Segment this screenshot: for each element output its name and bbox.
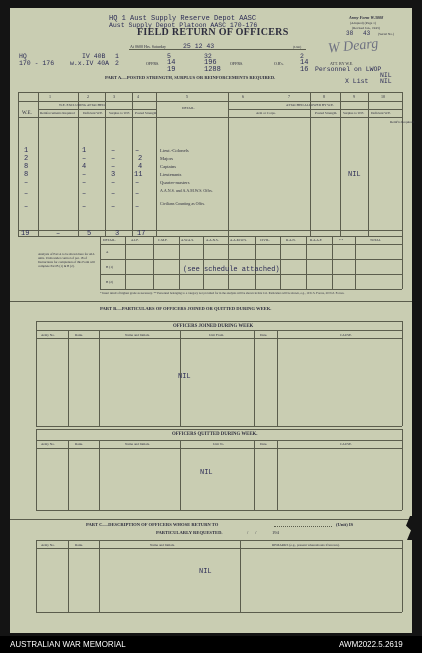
personnel-count: 16 bbox=[300, 66, 309, 74]
part-c-col-name: Name and Initials. bbox=[150, 543, 175, 547]
personnel-text: Personnel on LWOP bbox=[315, 66, 382, 73]
col-number-9: 9 bbox=[353, 94, 355, 99]
part-c-nil: NIL bbox=[199, 568, 212, 576]
posted-captains: 4 bbox=[138, 163, 143, 171]
l-list-1: 196 bbox=[204, 59, 217, 67]
deficient-civilians: – bbox=[82, 203, 87, 211]
offrs-2: 19 bbox=[167, 66, 176, 74]
deficient-lieutenants: – bbox=[82, 171, 87, 179]
part-a-title: PART A.—POSTED STRENGTH, SURPLUS OR REINFORCEMENTS REQUIRED. bbox=[105, 75, 276, 80]
quitted-col-unit-to: Unit To. bbox=[213, 442, 225, 446]
we-aans: – bbox=[24, 190, 29, 198]
detail-label: DETAIL. bbox=[182, 106, 195, 110]
posted-quartermasters: – bbox=[135, 179, 140, 187]
we-lieutenants: 8 bbox=[24, 171, 29, 179]
at-hrs-label: At 0600 Hrs. Saturday bbox=[130, 44, 166, 49]
iv-value-2: 5 bbox=[167, 53, 171, 60]
surplus-aans: – bbox=[111, 190, 116, 198]
analysis-note: Analysis of Part A to be shown here for ALL units. Units under control of par. 18 of Instructions for completion of this Form will complete Part B (1) & B (2). bbox=[38, 252, 96, 268]
detail-row-b2: B (2) bbox=[106, 280, 114, 284]
part-c-date-slash: / / bbox=[247, 530, 257, 535]
ors-label: O.R's. bbox=[274, 61, 284, 66]
we-captains: 8 bbox=[24, 163, 29, 171]
quitted-title: OFFICERS QUITTED DURING WEEK. bbox=[172, 432, 258, 437]
quitted-col-date: Date. bbox=[260, 442, 268, 446]
col-number-8: 8 bbox=[323, 94, 325, 99]
posted-lieut-colonels: – bbox=[135, 147, 140, 155]
joined-col-cause: CAUSE. bbox=[340, 333, 352, 337]
col-head-posted-att: Posted Strength. bbox=[315, 111, 338, 115]
footer-institution: AUSTRALIAN WAR MEMORIAL bbox=[10, 640, 126, 649]
part-c-unit-is: (Unit) IS bbox=[336, 522, 354, 527]
part-c-title-1: PART C.—DESCRIPTION OF OFFICERS WHOSE RETURN TO bbox=[86, 522, 219, 527]
x-list: X List bbox=[345, 78, 369, 85]
quitted-col-name: Name and Initials. bbox=[125, 442, 150, 446]
col-number-10: 10 bbox=[381, 94, 385, 99]
deficient-quartermasters: – bbox=[82, 179, 87, 187]
wx-value-1: 2 bbox=[115, 60, 119, 67]
posted-lieutenants: 11 bbox=[134, 171, 143, 179]
joined-col-army-no: Army No. bbox=[41, 333, 55, 337]
rank-quartermasters: Quarter-masters bbox=[160, 180, 190, 185]
col-head-reinforcements: Reinforcements Required bbox=[40, 111, 75, 115]
unit-label: (Unit) bbox=[293, 45, 302, 49]
part-c-col-remarks: REMARKS (e.g., present whereabouts if known). bbox=[272, 543, 340, 547]
form-adapted: (Adapted) (Page 1) bbox=[350, 21, 376, 25]
offrs-label: OFFRS. bbox=[146, 61, 160, 66]
col-number-3: 3 bbox=[113, 94, 115, 99]
joined-col-unit-from: Unit From. bbox=[209, 333, 225, 337]
surplus-lieut-colonels: – bbox=[111, 147, 116, 155]
we-civilians: – bbox=[24, 203, 29, 211]
detail-col-total: TOTAL bbox=[370, 238, 381, 242]
col-number-4: 4 bbox=[137, 94, 139, 99]
rank-captains: Captains bbox=[160, 164, 177, 169]
we-majors: 2 bbox=[24, 155, 29, 163]
form-revised: (Revised Jan., 1943) bbox=[352, 26, 380, 30]
col-number-2: 2 bbox=[87, 94, 89, 99]
quitted-col-army-no: Army No. bbox=[41, 442, 55, 446]
col-head-arm-corps: Arm or Corps. bbox=[256, 111, 276, 115]
we-quartermasters: – bbox=[24, 179, 29, 187]
part-b-title: PART B.—PARTICULARS OF OFFICERS JOINED OR QUITTED DURING WEEK. bbox=[100, 306, 272, 311]
detail-col-aamws: A.A.M.W.S. bbox=[230, 238, 247, 242]
serial-prefix: 38 bbox=[346, 30, 354, 37]
quitted-col-rank: Rank. bbox=[75, 442, 84, 446]
wxiv-label: w.x.IV 40A bbox=[70, 60, 110, 67]
att-label: ATT. BY W.E. bbox=[330, 61, 354, 66]
total-surplus: 3 bbox=[115, 230, 120, 238]
joined-col-rank: Rank. bbox=[75, 333, 84, 337]
handwritten-signature: W Dearg bbox=[327, 36, 380, 57]
we-label: W.E. bbox=[22, 111, 32, 116]
return-date: 25 12 43 bbox=[183, 43, 215, 50]
iv-value-4: 2 bbox=[300, 53, 304, 60]
part-c-col-army-no: Army No. bbox=[41, 543, 55, 547]
detail-col-detail: DETAIL. bbox=[103, 238, 116, 242]
detail-col-civil: CIVIL. bbox=[260, 238, 270, 242]
torn-edge bbox=[404, 516, 414, 540]
posted-aans: – bbox=[135, 190, 140, 198]
part-c-title-2: PARTICULARLY REQUESTED. bbox=[156, 530, 223, 535]
archive-footer bbox=[0, 636, 422, 653]
footer-accession: AWM2022.5.2619 bbox=[339, 640, 403, 649]
we-lieut-colonels: 1 bbox=[24, 147, 29, 155]
col-head-deficient: Deficient W.E. bbox=[83, 111, 104, 115]
form-title: FIELD RETURN OF OFFICERS bbox=[137, 27, 289, 38]
nil-1: NIL bbox=[380, 72, 392, 79]
rank-civilians: Civilians Counting as Offrs. bbox=[160, 201, 206, 206]
part-c-year: 194 bbox=[272, 530, 279, 535]
detail-col-awas: A.W.A.S. bbox=[181, 238, 195, 242]
attached-nil: NIL bbox=[348, 171, 361, 179]
form-number: Army Form W.3008 bbox=[349, 15, 384, 20]
joined-title: OFFICERS JOINED DURING WEEK bbox=[173, 324, 254, 329]
col-number-7: 7 bbox=[288, 94, 290, 99]
detail-row-a: A bbox=[106, 250, 109, 254]
attached-allowed-label: ATTACHED ALLOWED BY W.E. bbox=[286, 103, 334, 107]
col-head-posted: Posted Strength bbox=[135, 111, 157, 115]
surplus-captains: – bbox=[111, 163, 116, 171]
l-list-2: 1288 bbox=[204, 66, 221, 74]
col-head-deficient-att: Deficient W.E. bbox=[371, 111, 392, 115]
col-head-reinf-att: Reinf'ts Required. bbox=[390, 120, 415, 124]
deficient-aans: – bbox=[82, 190, 87, 198]
deficient-majors: – bbox=[82, 155, 87, 163]
iv-label: IV 40B bbox=[82, 53, 106, 60]
detail-col-cmf: C.M.F. bbox=[158, 238, 168, 242]
quitted-nil: NIL bbox=[200, 469, 213, 477]
col-head-surplus-att: Surplus to W.E. bbox=[343, 111, 365, 115]
col-head-surplus: Surplus to W.E. bbox=[109, 111, 131, 115]
rank-lieut-colonels: Lieut.-Colonels bbox=[160, 148, 189, 153]
surplus-quartermasters: – bbox=[111, 179, 116, 187]
total-posted: 17 bbox=[137, 230, 146, 238]
surplus-lieutenants: 3 bbox=[111, 171, 116, 179]
detail-col-ran: R.A.N. bbox=[286, 238, 296, 242]
col-number-5: 5 bbox=[186, 94, 188, 99]
part-c-col-rank: Rank. bbox=[75, 543, 84, 547]
hq-codes: 170 - 176 bbox=[19, 60, 55, 67]
detail-col-other: * * bbox=[339, 238, 344, 242]
total-we: 19 bbox=[21, 230, 30, 238]
iv-value-1: 1 bbox=[115, 53, 119, 60]
col-number-6: 6 bbox=[242, 94, 244, 99]
unit-line-2: Aust Supply Depot Platoon AASC 170-176 bbox=[109, 22, 258, 29]
rank-lieutenants: Lieutenants bbox=[160, 172, 182, 177]
deficient-captains: 4 bbox=[82, 163, 87, 171]
unit-line-1: HQ 1 Aust Supply Reserve Depot AASC bbox=[109, 15, 257, 23]
col-number-1: 1 bbox=[49, 94, 51, 99]
surplus-civilians: – bbox=[111, 203, 116, 211]
detail-col-aans: A.A.N.S. bbox=[206, 238, 219, 242]
part-a-footnote: * Insert detail of highest grade as necessary. ** Personnel belonging to a category not provided for in the analysis will be shown in this Col. Particulars will be shown, e.g., 10 U.S. Forces, 20 N.Z. Forces. bbox=[100, 291, 345, 295]
offrs-value: 14 bbox=[167, 59, 176, 67]
posted-civilians: – bbox=[135, 203, 140, 211]
joined-nil: NIL bbox=[178, 373, 191, 381]
detail-row-b1: B (1) bbox=[106, 265, 114, 269]
joined-col-date: Date. bbox=[260, 333, 268, 337]
serial-value: 43 bbox=[363, 30, 371, 37]
surplus-majors: – bbox=[111, 155, 116, 163]
form-page bbox=[10, 8, 415, 633]
ors-value: 14 bbox=[300, 59, 309, 67]
nil-2: NIL bbox=[380, 78, 392, 85]
serial-label: (Serial No.) bbox=[378, 32, 395, 36]
offrs-label-2: OFFRS. bbox=[230, 61, 244, 66]
deficient-lieut-colonels: 1 bbox=[82, 147, 87, 155]
posted-majors: 2 bbox=[138, 155, 143, 163]
rank-aans-aamws: A.A.N.S. and A.A.M.W.S. Offrs. bbox=[160, 188, 213, 193]
quitted-col-cause: CAUSE. bbox=[340, 442, 352, 446]
total-deficient: 5 bbox=[87, 230, 92, 238]
total-reinforcements: – bbox=[56, 230, 61, 238]
rank-majors: Majors bbox=[160, 156, 174, 161]
hq-label: HQ bbox=[19, 53, 27, 60]
we-excluding-label: W.E. EXCLUDING ATTACHED. bbox=[59, 103, 106, 107]
schedule-note: (see schedule attached) bbox=[183, 266, 280, 274]
detail-col-raaf: R.A.A.F. bbox=[310, 238, 323, 242]
joined-col-name: Name and Initials. bbox=[125, 333, 150, 337]
iv-value-3: 32 bbox=[204, 53, 212, 60]
detail-col-aif: A.I.F. bbox=[131, 238, 139, 242]
